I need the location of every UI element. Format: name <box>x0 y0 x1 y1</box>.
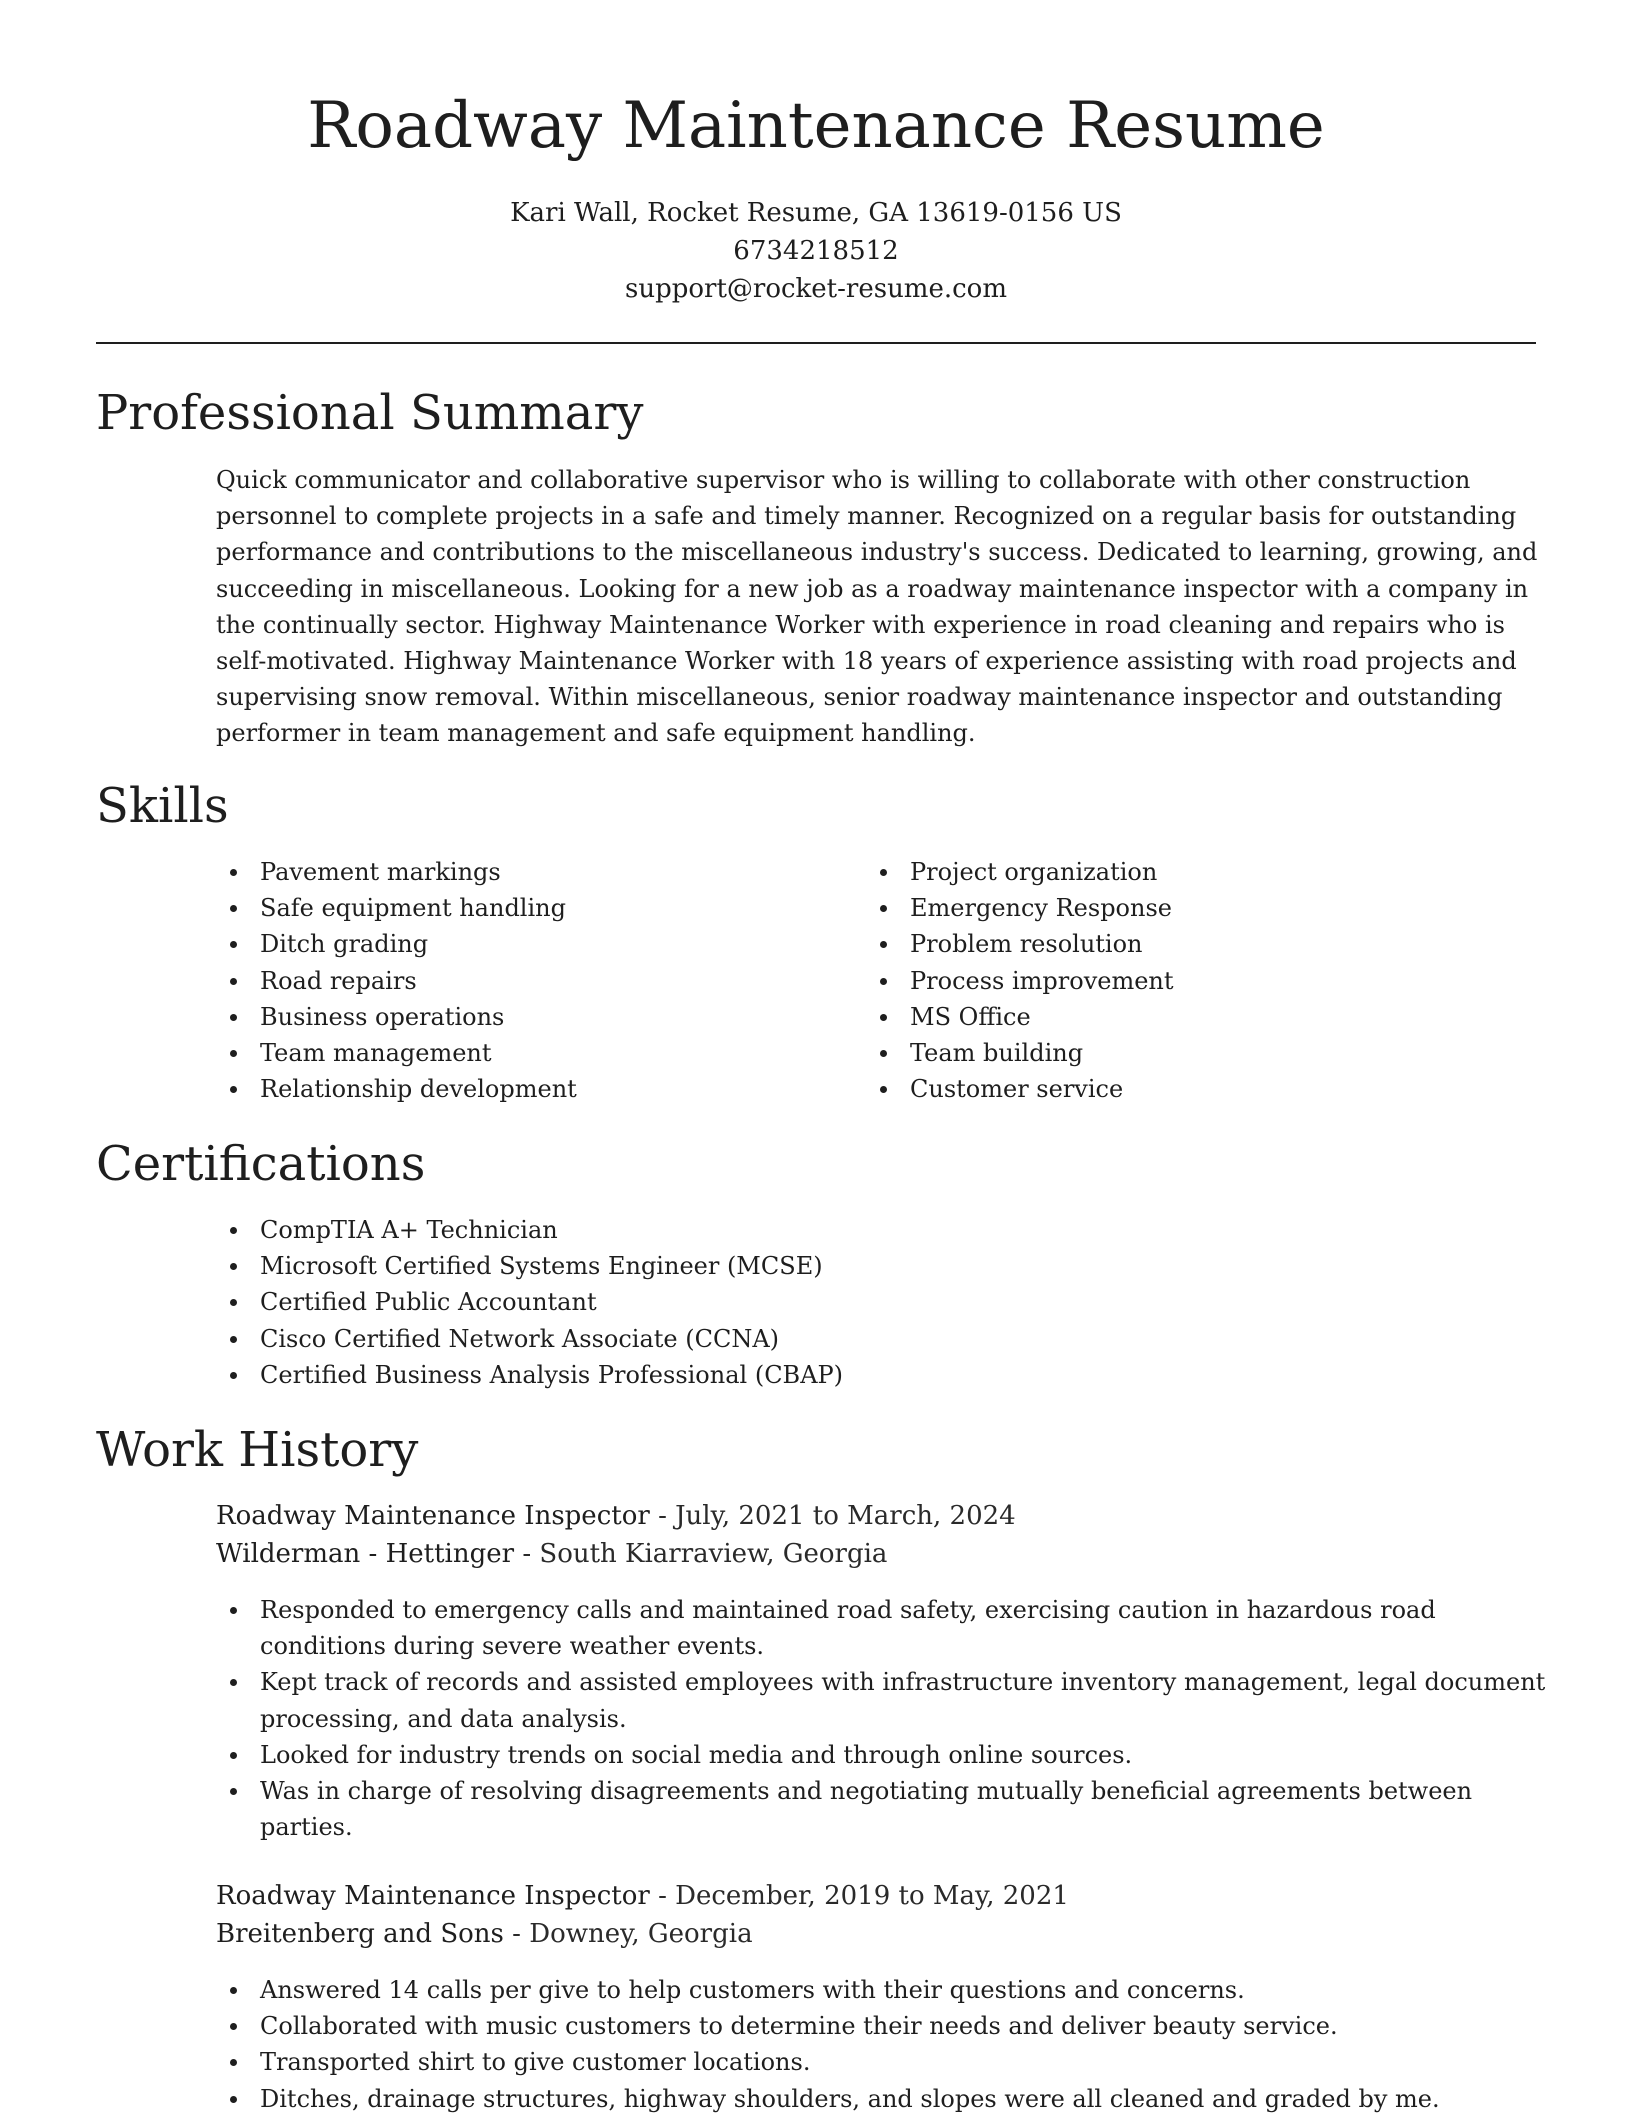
job-title-line <box>216 1877 1069 1915</box>
skill-item: Emergency Response <box>866 890 1486 926</box>
job-bullets <box>216 1972 1546 2117</box>
certification-item: Cisco Certified Network Associate (CCNA) <box>216 1321 1516 1357</box>
job-company: Breitenberg and Sons <box>216 1919 504 1949</box>
certification-item: Certified Business Analysis Professional (CBAP) <box>216 1357 1516 1393</box>
certification-item: Certified Public Accountant <box>216 1284 1516 1320</box>
job-bullet: Looked for industry trends on social media and through online sources. <box>216 1737 1546 1773</box>
job-bullet: Ditches, drainage structures, highway shoulders, and slopes were all cleaned and graded by me. <box>216 2081 1546 2117</box>
certifications-heading: Certifications <box>96 1136 426 1192</box>
resume-title: Roadway Maintenance Resume <box>307 89 1325 163</box>
job-bullet: Answered 14 calls per give to help customers with their questions and concerns. <box>216 1972 1546 2008</box>
skill-item: Business operations <box>216 999 836 1035</box>
job-company-line <box>216 1535 887 1573</box>
job-bullet: Was in charge of resolving disagreements and negotiating mutually beneficial agreements between parties. <box>216 1773 1546 1845</box>
skills-heading: Skills <box>96 778 229 834</box>
job-bullet: Kept track of records and assisted employees with infrastructure inventory management, legal document processing, and data analysis. <box>216 1664 1546 1736</box>
job-company: Wilderman - Hettinger <box>216 1539 515 1569</box>
skills-list-right <box>866 854 1486 1107</box>
certifications-list <box>216 1212 1516 1393</box>
job-location: - South Kiarraview, Georgia <box>522 1539 888 1569</box>
skill-item: Safe equipment handling <box>216 890 836 926</box>
skill-item: Road repairs <box>216 963 836 999</box>
skill-item: Process improvement <box>866 963 1486 999</box>
skill-item: MS Office <box>866 999 1486 1035</box>
job-dates: - December, 2019 to May, 2021 <box>658 1881 1069 1911</box>
contact-block <box>0 194 1632 308</box>
skills-list-left <box>216 854 836 1107</box>
skill-item: Problem resolution <box>866 926 1486 962</box>
job-bullet: Transported shirt to give customer locations. <box>216 2044 1546 2080</box>
work-history-heading: Work History <box>96 1422 419 1478</box>
skill-item: Relationship development <box>216 1071 836 1107</box>
summary-text: Quick communicator and collaborative supervisor who is willing to collaborate with other construction personnel to complete projects in a safe and timely manner. Recognized on a regular basis for outstanding performance and contributions to the miscellaneous industry's success. Dedicated to learning, growing, and succeeding in miscellaneous. Looking for a new job as a roadway maintenance inspector with a company in the continually sector. Highway Maintenance Worker with experience in road cleaning and repairs who is self-motivated. Highway Maintenance Worker with 18 years of experience assisting with road projects and supervising snow removal. Within miscellaneous, senior roadway maintenance inspector and outstanding performer in team management and safe equipment handling. <box>216 466 1538 748</box>
header-divider <box>96 342 1536 344</box>
certification-item: Microsoft Certified Systems Engineer (MCSE) <box>216 1248 1516 1284</box>
summary-heading: Professional Summary <box>96 385 644 441</box>
contact-address: Kari Wall, Rocket Resume, GA 13619-0156 US <box>510 198 1122 228</box>
job-title-line <box>216 1497 1016 1535</box>
skill-item: Pavement markings <box>216 854 836 890</box>
job-title: Roadway Maintenance Inspector <box>216 1881 650 1911</box>
skill-item: Project organization <box>866 854 1486 890</box>
job-bullets <box>216 1592 1546 1845</box>
job-location: - Downey, Georgia <box>512 1919 753 1949</box>
skill-item: Team management <box>216 1035 836 1071</box>
job-bullet: Responded to emergency calls and maintained road safety, exercising caution in hazardous road conditions during severe weather events. <box>216 1592 1546 1664</box>
certification-item: CompTIA A+ Technician <box>216 1212 1516 1248</box>
skill-item: Ditch grading <box>216 926 836 962</box>
skill-item: Team building <box>866 1035 1486 1071</box>
job-dates: - July, 2021 to March, 2024 <box>658 1501 1016 1531</box>
contact-email: support@rocket-resume.com <box>624 274 1007 304</box>
contact-phone: 6734218512 <box>733 236 899 266</box>
job-bullet: Collaborated with music customers to determine their needs and deliver beauty service. <box>216 2008 1546 2044</box>
skill-item: Customer service <box>866 1071 1486 1107</box>
job-title: Roadway Maintenance Inspector <box>216 1501 650 1531</box>
job-company-line <box>216 1915 753 1953</box>
